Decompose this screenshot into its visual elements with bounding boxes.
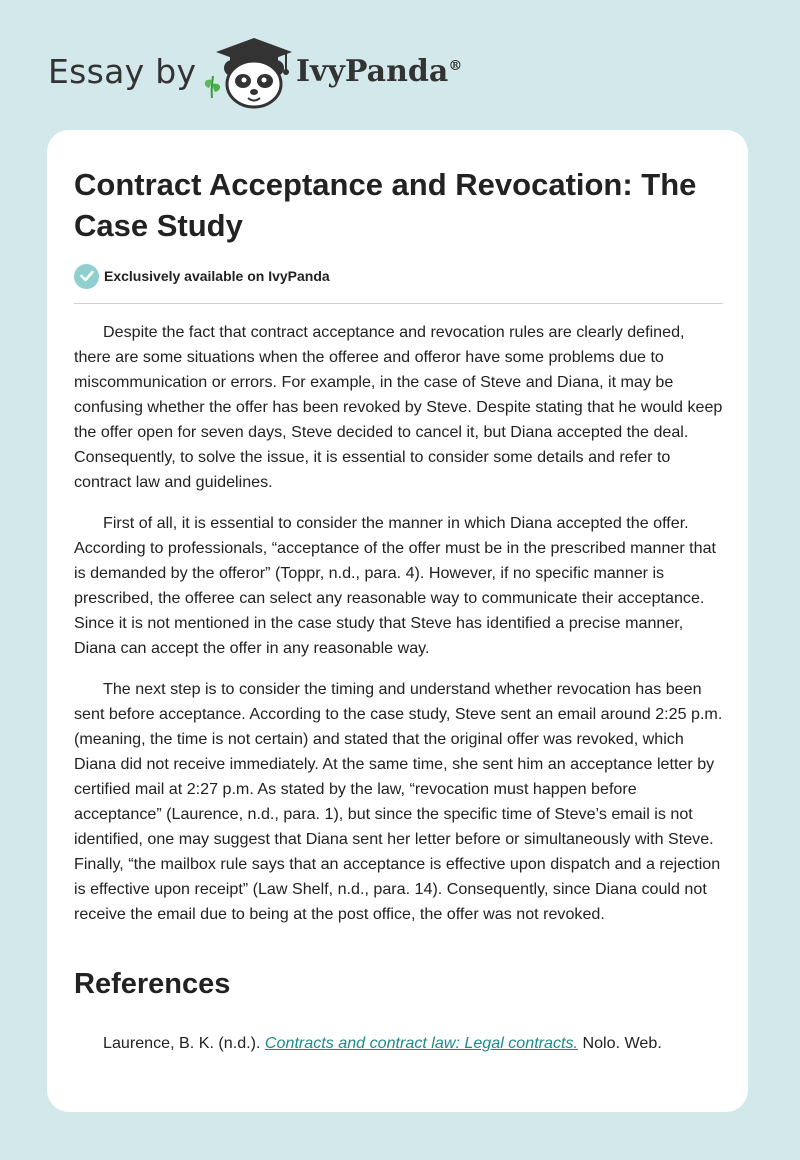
references-heading: References	[74, 968, 231, 1000]
article-title: Contract Acceptance and Revocation: The Case Study	[74, 167, 697, 243]
paragraph: Despite the fact that contract acceptance and revocation rules are clearly defined, there are some situations when the offeree and offeror have some problems due to miscommunication or errors. For example, in the case of Steve and Diana, it may be confusing whether the offer has been revoked by Steve. Despite stating that he would keep the offer open for seven days, Steve decided to cancel it, but Diana accepted the deal. Consequently, to solve the issue, it is essential to consider some details and refer to contract law and guidelines.	[74, 323, 723, 491]
panda-logo-icon[interactable]	[214, 36, 294, 110]
site-header	[0, 0, 800, 130]
check-icon	[74, 264, 99, 289]
reference-item	[103, 1031, 723, 1056]
exclusive-badge-label: Exclusively available on IvyPanda	[104, 268, 330, 284]
paragraph: The next step is to consider the timing and understand whether revocation has been sent before acceptance. According to the case study, Steve sent an email around 2:25 p.m. (meaning, the time is not certain) and stated that the original offer was revoked, which Diana did not receive immediately. At the same time, she sent him an acceptance letter by certified mail at 2:27 p.m. As stated by the law, “revocation must happen before acceptance” (Laurence, n.d., para. 1), but since the specific time of Steve’s email is not identified, one may suggest that Diana sent her letter before or simultaneously with Steve. Finally, “the mailbox rule says that an acceptance is effective upon dispatch and a rejection is effective upon receipt” (Law Shelf, n.d., para. 14). Consequently, since Diana could not receive the email due to being at the post office, the offer was not revoked.	[74, 680, 723, 923]
essay-by-label: Essay by	[48, 52, 197, 91]
paragraph: First of all, it is essential to consider the manner in which Diana accepted the offer. According to professionals, “acceptance of the offer must be in the prescribed manner that is demanded by the offeror” (Toppr, n.d., para. 4). However, if no specific manner is prescribed, the offeree can select any reasonable way to communicate their acceptance. Since it is not mentioned in the case study that Steve has identified a precise manner, Diana can accept the offer in any reasonable way.	[74, 514, 717, 657]
exclusive-badge	[74, 263, 330, 289]
brand-name[interactable]: IvyPanda®	[296, 54, 463, 89]
reference-link[interactable]: Contracts and contract law: Legal contracts.	[264, 1034, 579, 1052]
article-card	[47, 130, 748, 1112]
article-body	[74, 320, 724, 943]
reference-prefix: Laurence, B. K. (n.d.).	[103, 1034, 265, 1052]
divider	[74, 303, 723, 304]
reference-suffix: Nolo. Web.	[578, 1034, 662, 1052]
